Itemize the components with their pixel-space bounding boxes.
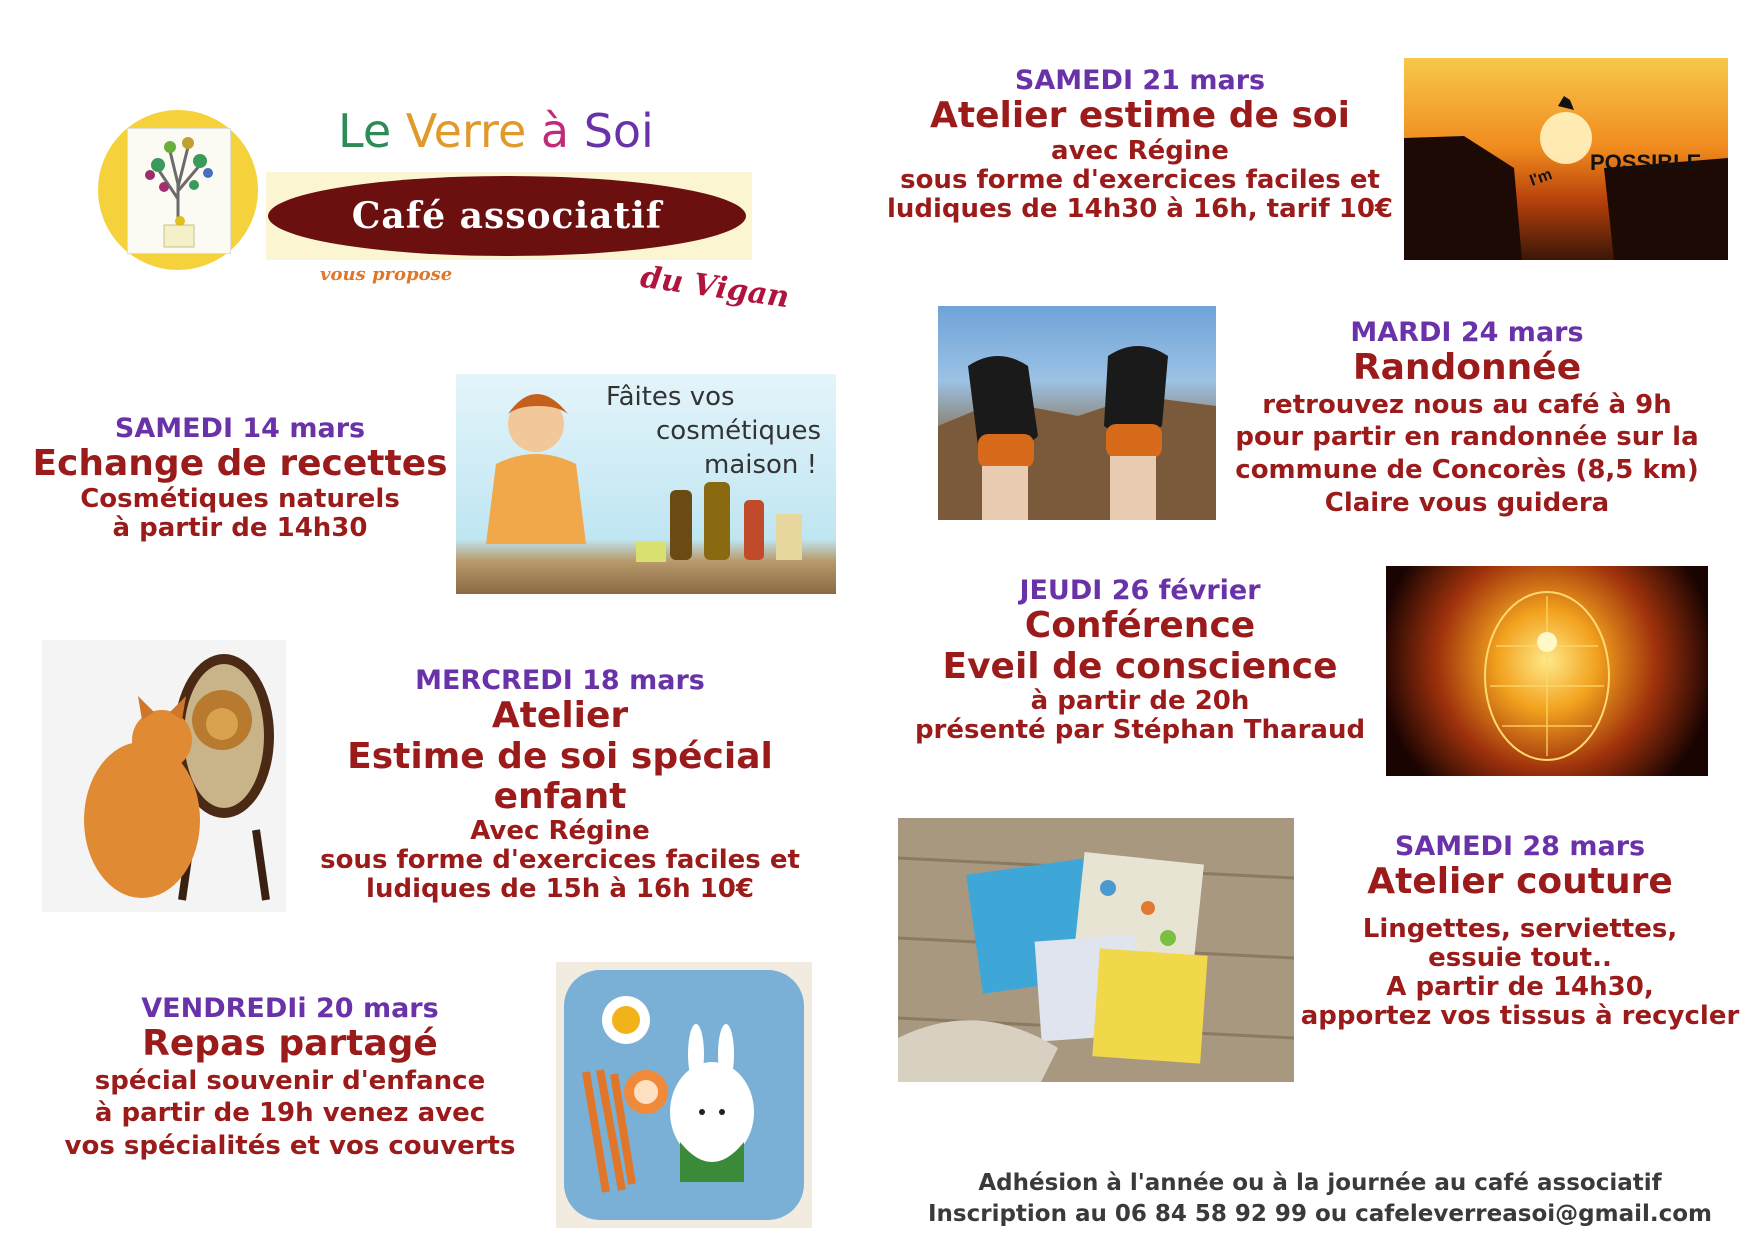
logo-tree-image	[127, 128, 231, 254]
brand-word: Soi	[583, 104, 654, 158]
event-card	[280, 666, 840, 905]
cosmetics-overlay-line: cosmétiques	[656, 416, 822, 446]
event-card	[880, 66, 1400, 224]
event-title: Randonnée	[1352, 347, 1582, 389]
event-day: JEUDI 26 février	[1019, 575, 1261, 606]
cafe-label: Café associatif	[268, 176, 746, 256]
brand-word: Le	[338, 104, 392, 158]
cosmetics-image	[456, 374, 836, 594]
brand-word: Verre	[405, 104, 527, 158]
event-day: MERCREDI 18 mars	[415, 665, 705, 696]
event-desc-line: à partir de 14h30	[112, 512, 368, 543]
event-desc-line: avec Régine	[1051, 135, 1229, 166]
food-plate-image	[556, 962, 812, 1228]
event-title: Estime de soi spécial enfant	[347, 735, 773, 817]
event-desc-line: sous forme d'exercices faciles et	[320, 845, 800, 876]
event-day: SAMEDI 14 mars	[114, 413, 366, 444]
event-desc-line: A partir de 14h30,	[1386, 971, 1654, 1002]
event-desc-line: ludiques de 15h à 16h 10€	[366, 874, 754, 905]
brand-word: à	[540, 104, 570, 158]
possible-overlay-text: POSSIBLE	[1590, 150, 1702, 175]
cosmetics-overlay-line: Fâites vos	[606, 382, 735, 412]
footer	[900, 1168, 1740, 1230]
event-desc-line: Claire vous guidera	[1324, 487, 1610, 518]
event-title: Repas partagé	[142, 1023, 438, 1065]
event-desc-line: Avec Régine	[470, 816, 650, 847]
contact-text: Inscription au 06 84 58 92 99 ou cafeleverreasoi@gmail.com	[927, 1201, 1713, 1228]
possible-image	[1404, 58, 1728, 260]
location-label: du Vigan	[638, 259, 792, 316]
event-desc-line: spécial souvenir d'enfance	[94, 1065, 486, 1096]
hiking-boots-image	[938, 306, 1216, 520]
event-desc-line: apportez vos tissus à recycler	[1300, 1000, 1740, 1031]
event-desc-line: Lingettes, serviettes,	[1362, 913, 1678, 944]
event-desc-line: présenté par Stéphan Tharaud	[914, 714, 1366, 745]
brand-name	[338, 104, 654, 158]
event-card	[30, 414, 450, 543]
event-card	[1222, 318, 1712, 520]
event-card	[40, 994, 540, 1163]
propose-label: vous propose	[320, 264, 453, 285]
event-desc-line: commune de Concorès (8,5 km)	[1235, 455, 1699, 486]
event-desc-line: essuie tout..	[1428, 942, 1612, 973]
event-desc-line: pour partir en randonnée sur la	[1235, 422, 1699, 453]
event-day: VENDREDIi 20 mars	[141, 993, 439, 1024]
event-title: Conférence	[1024, 605, 1256, 647]
event-desc-line: ludiques de 14h30 à 16h, tarif 10€	[886, 193, 1393, 224]
event-desc-line: sous forme d'exercices faciles et	[900, 164, 1380, 195]
event-desc-line: à partir de 19h venez avec	[94, 1098, 486, 1129]
event-title: Atelier	[491, 695, 629, 737]
event-day: SAMEDI 28 mars	[1394, 831, 1646, 862]
membership-text: Adhésion à l'année ou à la journée au café associatif	[978, 1170, 1662, 1196]
event-title: Atelier estime de soi	[930, 95, 1350, 137]
event-card	[880, 576, 1400, 745]
consciousness-image	[1386, 566, 1708, 776]
event-title: Atelier couture	[1367, 861, 1673, 903]
event-card	[1290, 832, 1750, 1031]
event-desc-line: Cosmétiques naturels	[80, 483, 400, 514]
event-title: Eveil de conscience	[942, 645, 1338, 687]
event-day: SAMEDI 21 mars	[1014, 65, 1266, 96]
fabric-wipes-image	[898, 818, 1294, 1082]
event-desc-line: vos spécialités et vos couverts	[64, 1131, 516, 1162]
possible-small-text: I'm	[1527, 166, 1555, 190]
event-desc-line: à partir de 20h	[1030, 685, 1250, 716]
cosmetics-overlay-line: maison !	[704, 450, 818, 480]
event-day: MARDI 24 mars	[1350, 317, 1584, 348]
cat-lion-mirror-image	[42, 640, 286, 912]
event-title: Echange de recettes	[32, 443, 448, 485]
event-desc-line: retrouvez nous au café à 9h	[1262, 389, 1672, 420]
